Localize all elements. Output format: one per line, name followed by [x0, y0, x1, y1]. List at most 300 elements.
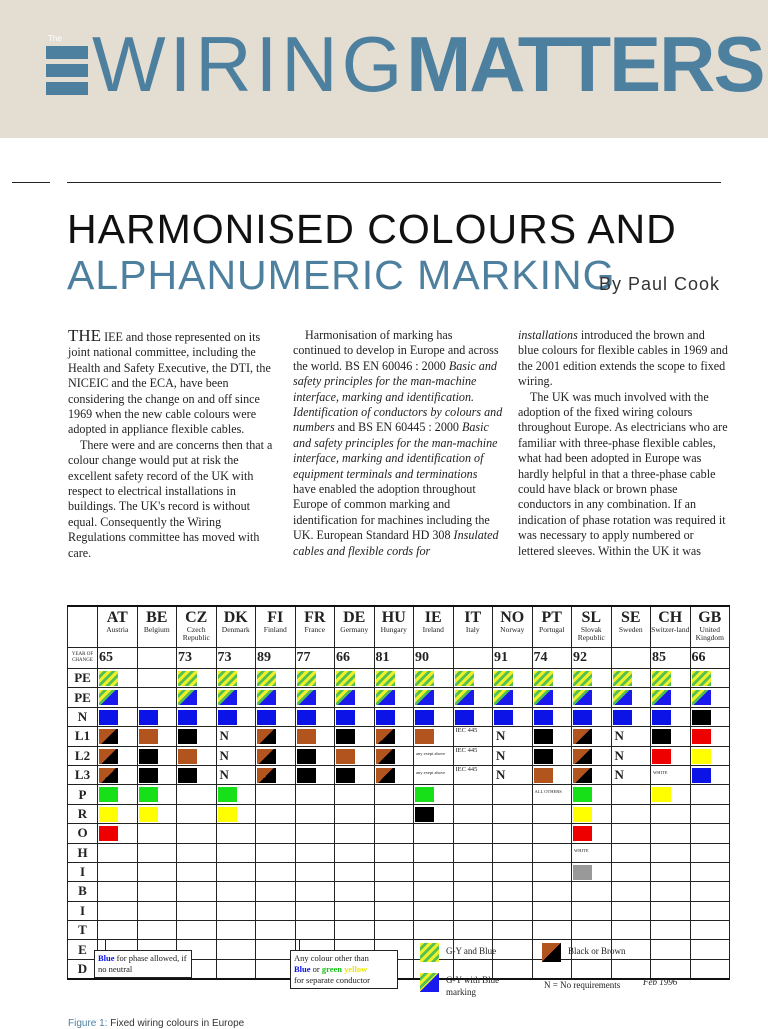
colour-cell: [690, 824, 730, 843]
cell-text: N: [219, 766, 229, 782]
colour-cell: [295, 882, 335, 901]
colour-swatch: [494, 671, 513, 686]
colour-cell: [256, 921, 296, 940]
country-header: [611, 606, 651, 648]
legend-note-any-colour: [290, 950, 398, 989]
colour-swatch: [652, 690, 671, 705]
row-label: P: [68, 785, 98, 804]
colour-cell: [414, 746, 454, 765]
year-cell: [611, 648, 651, 669]
year-cell: 90: [414, 648, 454, 669]
colour-swatch: [376, 710, 395, 725]
figure-date: Feb 1996: [643, 977, 678, 987]
colour-cell: [98, 901, 138, 920]
paragraph-text: introduced the brown and blue colours for flexible cables in 1969 and the 2001 edition extends the scope to fixed wiring.: [518, 328, 728, 389]
colour-cell: [493, 843, 533, 862]
colour-swatch: [534, 749, 553, 764]
colour-cell: [572, 921, 612, 940]
colour-cell: [690, 862, 730, 881]
country-header: [453, 606, 493, 648]
paragraph-text: Harmonisation of marking has continued to develop in Europe and across the world. BS EN 60046 : 2000: [293, 328, 499, 373]
colour-cell: [295, 901, 335, 920]
colour-cell: [216, 746, 256, 765]
cell-text: N: [614, 747, 624, 763]
colour-cell: [532, 669, 572, 688]
colour-cell: [453, 785, 493, 804]
colour-cell: [690, 843, 730, 862]
colour-swatch: [139, 749, 158, 764]
colour-cell: [256, 824, 296, 843]
colour-cell: [572, 959, 612, 979]
colour-cell: [690, 959, 730, 979]
colour-swatch: [415, 671, 434, 686]
year-cell: 73: [216, 648, 256, 669]
text-column-1: [68, 328, 278, 561]
cell-text: N: [614, 728, 624, 744]
colour-cell: [374, 669, 414, 688]
colour-cell: [493, 765, 533, 784]
colour-cell: [137, 804, 177, 823]
colour-cell: [335, 804, 375, 823]
country-header: [98, 606, 138, 648]
colour-cell: [335, 765, 375, 784]
colour-swatch: [573, 787, 592, 802]
colour-cell: [137, 901, 177, 920]
wiring-colours-figure: [67, 605, 730, 980]
colour-cell: [335, 824, 375, 843]
colour-cell: [137, 921, 177, 940]
colour-swatch: [613, 710, 632, 725]
colour-swatch: [692, 749, 711, 764]
wiring-colours-table: [67, 605, 730, 980]
colour-cell: [295, 746, 335, 765]
row-label: PE: [68, 688, 98, 707]
row-label: PE: [68, 669, 98, 688]
colour-cell: [493, 824, 533, 843]
colour-cell: [453, 746, 493, 765]
legend-swatch-black-brown: [542, 943, 561, 962]
masthead-wiring: WIRING: [92, 20, 407, 108]
colour-cell: [256, 882, 296, 901]
colour-swatch: [455, 671, 474, 686]
colour-cell: [572, 765, 612, 784]
colour-cell: [374, 921, 414, 940]
colour-swatch: [692, 768, 711, 783]
colour-swatch: [336, 710, 355, 725]
colour-cell: [177, 727, 217, 746]
colour-swatch: [573, 729, 592, 744]
colour-cell: [335, 901, 375, 920]
colour-swatch: [336, 749, 355, 764]
colour-swatch: [178, 768, 197, 783]
colour-cell: [493, 727, 533, 746]
country-name: Denmark: [221, 625, 250, 634]
colour-cell: [572, 843, 612, 862]
colour-cell: [690, 785, 730, 804]
colour-cell: [216, 804, 256, 823]
row-label: L3: [68, 765, 98, 784]
legend-label-gy-with-blue: G-Y with Blue marking: [446, 975, 500, 997]
country-header: [335, 606, 375, 648]
colour-swatch: [178, 671, 197, 686]
logo-bar: [46, 46, 88, 59]
colour-cell: [177, 843, 217, 862]
colour-cell: [532, 746, 572, 765]
colour-cell: [374, 727, 414, 746]
colour-cell: [493, 901, 533, 920]
colour-cell: [98, 882, 138, 901]
colour-cell: [493, 862, 533, 881]
colour-cell: [295, 669, 335, 688]
colour-cell: [98, 727, 138, 746]
colour-swatch: [139, 710, 158, 725]
colour-cell: [611, 804, 651, 823]
colour-cell: [335, 707, 375, 726]
colour-cell: [532, 727, 572, 746]
cell-text: N: [496, 747, 506, 763]
colour-cell: [335, 785, 375, 804]
legend-text: for separate conductor: [294, 975, 370, 985]
colour-cell: [98, 669, 138, 688]
colour-swatch: [297, 749, 316, 764]
colour-cell: [137, 824, 177, 843]
colour-cell: [532, 882, 572, 901]
country-header: [690, 606, 730, 648]
colour-swatch: [139, 807, 158, 822]
colour-cell: [98, 862, 138, 881]
colour-cell: [374, 688, 414, 707]
colour-cell: [453, 804, 493, 823]
colour-cell: [453, 707, 493, 726]
colour-cell: [98, 746, 138, 765]
colour-swatch: [613, 690, 632, 705]
paragraph: There were and are concerns then that a colour change would put at risk the excellent safety record of the UK with respect to electrical installations in buildings. The UK's record is without equal. Consequently the Wiring Regulations committee has moved with care.: [68, 437, 273, 560]
colour-cell: [453, 843, 493, 862]
year-cell: 65: [98, 648, 138, 669]
article-title-line2: ALPHANUMERIC MARKING: [67, 252, 616, 298]
colour-swatch: [534, 710, 553, 725]
colour-swatch: [494, 690, 513, 705]
country-header: [414, 606, 454, 648]
colour-cell: [572, 824, 612, 843]
colour-cell: [256, 746, 296, 765]
colour-cell: [414, 901, 454, 920]
colour-swatch: [652, 787, 671, 802]
row-label: D: [68, 959, 98, 979]
masthead-title: [92, 22, 763, 106]
legend-swatch-gy-with-blue: [420, 973, 439, 992]
colour-swatch: [218, 690, 237, 705]
colour-swatch: [99, 749, 118, 764]
article-title-line1: HARMONISED COLOURS AND: [67, 206, 677, 252]
colour-cell: [532, 901, 572, 920]
colour-swatch: [376, 768, 395, 783]
colour-cell: [690, 707, 730, 726]
colour-cell: [335, 669, 375, 688]
legend-text: Blue: [98, 953, 115, 963]
colour-cell: [611, 921, 651, 940]
colour-cell: [532, 921, 572, 940]
row-label: I: [68, 901, 98, 920]
colour-cell: [137, 707, 177, 726]
paragraph: The UK was much involved with the adoption of the fixed wiring colours throughout Europe. As electricians who are familiar with three-phase flexible cables, what had been adopted in Europe was hardly helpful in that a three-phase cable could have black or brown phase conductors in any combination. If an indication of phase rotation was required it was necessary to apply numbered or lettered sleeves. Within the UK it was: [518, 389, 728, 558]
colour-cell: [216, 707, 256, 726]
cell-note: IEC 445: [455, 746, 478, 754]
colour-swatch: [99, 768, 118, 783]
country-name: Slovak Republic: [577, 625, 605, 642]
colour-cell: [374, 765, 414, 784]
colour-cell: [295, 765, 335, 784]
colour-cell: [532, 862, 572, 881]
cell-note: WHITE: [653, 769, 668, 775]
colour-swatch: [297, 671, 316, 686]
cell-text: N: [219, 747, 229, 763]
colour-swatch: [336, 768, 355, 783]
colour-swatch: [652, 749, 671, 764]
colour-swatch: [376, 749, 395, 764]
colour-cell: [493, 707, 533, 726]
colour-cell: [453, 688, 493, 707]
colour-swatch: [99, 690, 118, 705]
colour-cell: [137, 843, 177, 862]
colour-swatch: [573, 749, 592, 764]
colour-cell: [611, 707, 651, 726]
colour-cell: [493, 669, 533, 688]
colour-cell: [374, 785, 414, 804]
colour-cell: [414, 862, 454, 881]
colour-cell: [295, 921, 335, 940]
colour-cell: [98, 707, 138, 726]
colour-cell: [177, 688, 217, 707]
legend-label-no-requirements: N = No requirements: [544, 980, 621, 990]
colour-cell: [572, 862, 612, 881]
country-name: Hungary: [380, 625, 407, 634]
colour-cell: [335, 746, 375, 765]
colour-cell: [690, 688, 730, 707]
colour-cell: [611, 843, 651, 862]
colour-swatch: [455, 710, 474, 725]
year-cell: 66: [690, 648, 730, 669]
cell-note: WHITE: [574, 847, 589, 853]
colour-swatch: [376, 671, 395, 686]
colour-cell: [532, 843, 572, 862]
year-label: YEAR OF CHANGE: [68, 648, 98, 669]
country-name: France: [304, 625, 325, 634]
colour-cell: [532, 785, 572, 804]
year-cell: [137, 648, 177, 669]
legend-text: yellow: [344, 964, 368, 974]
colour-swatch: [297, 710, 316, 725]
colour-cell: [690, 765, 730, 784]
country-code: DK: [223, 609, 248, 626]
country-name: Ireland: [422, 625, 444, 634]
colour-cell: [177, 901, 217, 920]
colour-cell: [256, 707, 296, 726]
colour-cell: [137, 785, 177, 804]
country-code: DE: [343, 609, 366, 626]
colour-cell: [335, 882, 375, 901]
row-label: T: [68, 921, 98, 940]
colour-cell: [295, 785, 335, 804]
year-cell: 81: [374, 648, 414, 669]
drop-word: THE: [68, 326, 102, 345]
colour-swatch: [573, 690, 592, 705]
colour-cell: [651, 765, 691, 784]
country-code: SE: [620, 609, 641, 626]
corner-cell: [68, 606, 98, 648]
byline: By Paul Cook: [599, 274, 721, 294]
colour-cell: [651, 921, 691, 940]
colour-swatch: [218, 671, 237, 686]
text-column-3: [518, 328, 728, 559]
colour-swatch: [573, 807, 592, 822]
colour-cell: [335, 688, 375, 707]
colour-cell: [98, 688, 138, 707]
colour-swatch: [573, 865, 592, 880]
country-code: CZ: [185, 609, 208, 626]
colour-cell: [374, 843, 414, 862]
colour-swatch: [257, 729, 276, 744]
colour-cell: [690, 940, 730, 959]
paragraph: [518, 328, 728, 390]
cell-note: IEC 445: [455, 765, 478, 773]
colour-swatch: [415, 807, 434, 822]
colour-swatch: [99, 729, 118, 744]
colour-cell: [335, 727, 375, 746]
country-code: CH: [658, 609, 683, 626]
country-code: PT: [541, 609, 562, 626]
colour-cell: [611, 746, 651, 765]
colour-cell: [453, 921, 493, 940]
colour-cell: [216, 921, 256, 940]
colour-swatch: [692, 710, 711, 725]
colour-cell: [651, 804, 691, 823]
legend-text: Any colour other than: [294, 953, 369, 963]
logo-the: The: [48, 34, 62, 43]
colour-cell: [414, 765, 454, 784]
colour-swatch: [99, 787, 118, 802]
colour-cell: [137, 765, 177, 784]
colour-cell: [98, 824, 138, 843]
colour-swatch: [218, 807, 237, 822]
country-name: Portugal: [539, 625, 565, 634]
cell-text: N: [219, 728, 229, 744]
colour-swatch: [297, 690, 316, 705]
colour-cell: [98, 785, 138, 804]
country-header: [493, 606, 533, 648]
colour-cell: [572, 785, 612, 804]
colour-swatch: [336, 729, 355, 744]
colour-swatch: [99, 710, 118, 725]
colour-swatch: [573, 710, 592, 725]
cell-text: N: [614, 766, 624, 782]
country-name: United Kingdom: [695, 625, 724, 642]
colour-swatch: [494, 710, 513, 725]
colour-cell: [216, 669, 256, 688]
colour-cell: [690, 882, 730, 901]
colour-cell: [651, 785, 691, 804]
colour-cell: [690, 921, 730, 940]
colour-cell: [137, 727, 177, 746]
colour-swatch: [455, 690, 474, 705]
colour-cell: [256, 862, 296, 881]
country-header: [532, 606, 572, 648]
colour-cell: [414, 843, 454, 862]
row-label: E: [68, 940, 98, 959]
colour-swatch: [99, 807, 118, 822]
colour-cell: [295, 824, 335, 843]
logo-bar: [46, 82, 88, 95]
caption-text: Fixed wiring colours in Europe: [107, 1018, 245, 1029]
colour-cell: [493, 921, 533, 940]
paragraph-text: and BS EN 60445 : 2000: [334, 420, 462, 435]
colour-cell: [256, 785, 296, 804]
row-label: O: [68, 824, 98, 843]
colour-cell: [414, 785, 454, 804]
country-name: Norway: [500, 625, 525, 634]
year-cell: 89: [256, 648, 296, 669]
colour-cell: [611, 765, 651, 784]
colour-cell: [651, 901, 691, 920]
colour-cell: [256, 669, 296, 688]
country-header: [572, 606, 612, 648]
colour-swatch: [376, 729, 395, 744]
country-header: [374, 606, 414, 648]
legend-text: green: [321, 964, 343, 974]
colour-cell: [532, 824, 572, 843]
cell-note: ALL OTHERS: [534, 789, 562, 795]
colour-swatch: [652, 710, 671, 725]
colour-cell: [335, 921, 375, 940]
colour-cell: [216, 882, 256, 901]
colour-cell: [453, 765, 493, 784]
colour-cell: [177, 669, 217, 688]
colour-cell: [414, 727, 454, 746]
colour-cell: [177, 707, 217, 726]
colour-cell: [256, 901, 296, 920]
country-name: Czech Republic: [182, 625, 210, 642]
colour-cell: [137, 688, 177, 707]
colour-cell: [532, 688, 572, 707]
paragraph: [293, 328, 503, 559]
colour-cell: [137, 862, 177, 881]
caption-label: Figure 1:: [68, 1018, 108, 1029]
cell-note: any exept above: [416, 769, 446, 775]
colour-cell: [295, 804, 335, 823]
colour-cell: [414, 921, 454, 940]
country-name: Switzer-land: [651, 625, 690, 634]
colour-cell: [216, 901, 256, 920]
text-column-2: [293, 328, 503, 559]
country-name: Belgium: [143, 625, 170, 634]
row-label: H: [68, 843, 98, 862]
colour-cell: [414, 707, 454, 726]
colour-cell: [611, 727, 651, 746]
colour-cell: [256, 727, 296, 746]
row-label: R: [68, 804, 98, 823]
colour-cell: [611, 688, 651, 707]
country-header: [295, 606, 335, 648]
colour-cell: [651, 882, 691, 901]
colour-swatch: [99, 826, 118, 841]
paragraph-text: IEE and those represented on its joint national committee, including the Health and Safety Executive, the DTI, the NICEIC and the ECA, have been considering the change on and off since 1969 when the new cable colours were adopted in appliance flexible cables.: [68, 330, 271, 437]
country-code: FI: [267, 609, 284, 626]
colour-cell: [216, 765, 256, 784]
country-header: [177, 606, 217, 648]
colour-swatch: [257, 749, 276, 764]
colour-swatch: [692, 671, 711, 686]
legend-text: Blue: [294, 964, 311, 974]
